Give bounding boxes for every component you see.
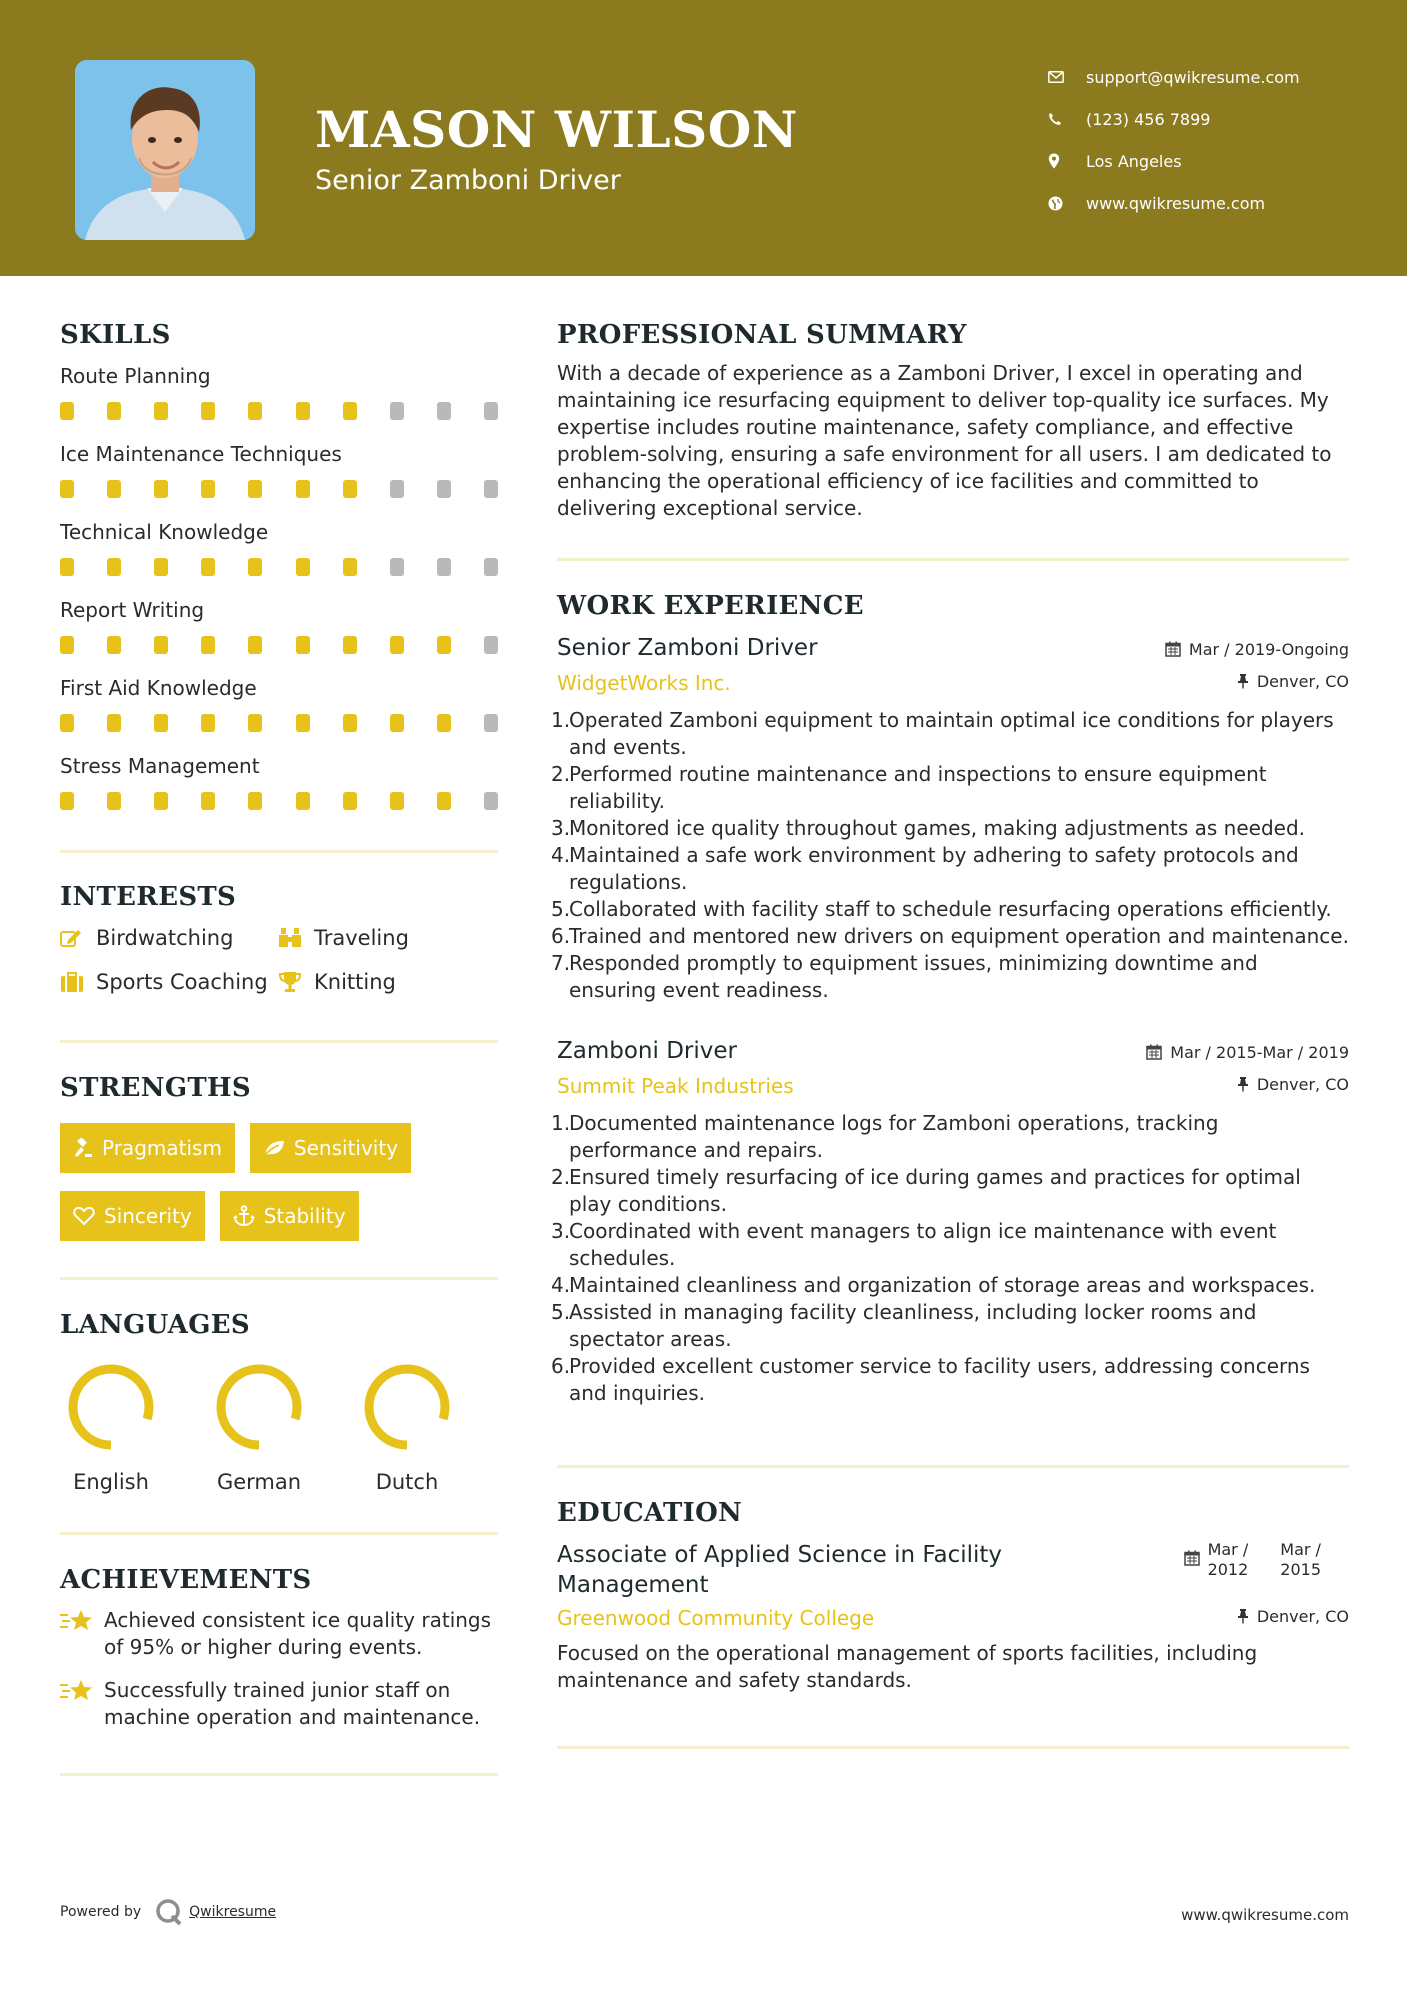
profile-photo (75, 60, 255, 240)
skill-name: Ice Maintenance Techniques (60, 442, 342, 466)
rating-dot-filled (154, 480, 168, 498)
rating-dot-empty (484, 636, 498, 654)
rating-dot-filled (60, 636, 74, 654)
rating-dot-filled (201, 480, 215, 498)
contact-website[interactable] (1048, 182, 1300, 224)
language-label: Dutch (375, 1470, 439, 1494)
rating-dot-filled (296, 558, 310, 576)
globe-icon (1048, 196, 1078, 211)
rating-dot-filled (437, 792, 451, 810)
bullet-text: Trained and mentored new drivers on equipment operation and maintenance. (569, 924, 1349, 948)
section-divider (557, 558, 1349, 561)
summary-section (557, 320, 1349, 522)
rating-dot-filled (154, 402, 168, 420)
pushpin-icon (1237, 673, 1249, 689)
pushpin-icon (1237, 1076, 1249, 1092)
education-end-year: 2015 (1280, 1560, 1321, 1579)
interest-item (60, 970, 278, 994)
interests-heading: INTERESTS (60, 882, 237, 912)
bullet-text: Monitored ice quality throughout games, making adjustments as needed. (569, 816, 1306, 840)
bullet-text: Documented maintenance logs for Zamboni operations, tracking performance and repairs. (569, 1111, 1219, 1162)
gavel-icon (73, 1138, 93, 1158)
strength-badge (60, 1191, 205, 1241)
language-gauge-arc (73, 1369, 149, 1445)
languages-heading: LANGUAGES (60, 1310, 250, 1340)
rating-dot-filled (154, 558, 168, 576)
achievements-heading: ACHIEVEMENTS (60, 1565, 312, 1595)
rating-dot-empty (437, 480, 451, 498)
rating-dot-empty (484, 792, 498, 810)
skill-item (60, 754, 498, 810)
rating-dot-filled (296, 480, 310, 498)
skill-item (60, 442, 498, 498)
language-gauge-arc (221, 1369, 297, 1445)
rating-dot-filled (107, 402, 121, 420)
rating-dot-filled (296, 636, 310, 654)
rating-dot-filled (107, 480, 121, 498)
bullet-number: 6. (551, 924, 571, 948)
job-bullet (551, 1299, 1349, 1353)
job-header (557, 635, 1349, 695)
calendar-icon (1146, 1044, 1162, 1060)
pencil-square-icon (60, 928, 96, 948)
rating-dot-empty (390, 558, 404, 576)
calendar-icon (1184, 1550, 1200, 1566)
rating-dot-filled (201, 714, 215, 732)
job-bullet (551, 950, 1349, 1004)
rating-dot-empty (437, 402, 451, 420)
strength-label: Sensitivity (293, 1136, 399, 1160)
job-bullet (551, 1110, 1349, 1164)
interests-list (60, 926, 498, 994)
qwikresume-logo-icon (155, 1898, 183, 1926)
summary-heading: PROFESSIONAL SUMMARY (557, 320, 967, 350)
skill-item (60, 598, 498, 654)
section-divider (557, 1746, 1349, 1749)
bullet-text: Ensured timely resurfacing of ice during games and practices for optimal play conditions. (569, 1165, 1301, 1216)
briefcase-icon (60, 971, 96, 993)
rating-dot-filled (248, 792, 262, 810)
rating-dot-filled (296, 714, 310, 732)
bullet-number: 1. (551, 1111, 571, 1135)
languages-section (60, 1310, 498, 1494)
job-bullet (551, 896, 1349, 923)
rating-dot-filled (154, 792, 168, 810)
rating-dot-filled (437, 714, 451, 732)
rating-dot-filled (248, 480, 262, 498)
right-column (551, 320, 1349, 1749)
bullet-text: Coordinated with event managers to align ice maintenance with event schedules. (569, 1219, 1277, 1270)
language-gauge (214, 1362, 304, 1452)
rating-dot-filled (343, 402, 357, 420)
interest-label: Knitting (314, 970, 396, 994)
strength-label: Stability (263, 1204, 346, 1228)
rating-dot-empty (484, 558, 498, 576)
rating-dot-filled (107, 558, 121, 576)
phone-icon (1048, 112, 1078, 126)
job-dates-text: Mar / 2019-Ongoing (1188, 639, 1349, 659)
rating-dot-filled (60, 558, 74, 576)
bullet-text: Maintained cleanliness and organization of storage areas and workspaces. (569, 1273, 1316, 1297)
skill-name: First Aid Knowledge (60, 676, 257, 700)
skill-name: Technical Knowledge (60, 520, 269, 544)
strengths-heading: STRENGTHS (60, 1073, 251, 1103)
bullet-number: 6. (551, 1354, 571, 1378)
bullet-number: 7. (551, 951, 571, 975)
language-gauge-arc (369, 1369, 445, 1445)
rating-dot-filled (343, 558, 357, 576)
education-location (1237, 1606, 1349, 1626)
achievement-text: Successfully trained junior staff on machine operation and maintenance. (104, 1678, 481, 1729)
job-location-text: Denver, CO (1256, 1074, 1349, 1094)
heart-icon (73, 1206, 95, 1226)
job-entry (551, 1038, 1349, 1407)
education-section (557, 1498, 1349, 1694)
language-label: German (216, 1470, 302, 1494)
job-entry (551, 635, 1349, 1004)
bullet-number: 3. (551, 1219, 571, 1243)
interests-section (60, 882, 498, 994)
bullet-text: Maintained a safe work environment by adhering to safety protocols and regulations. (569, 843, 1299, 894)
bullet-text: Operated Zamboni equipment to maintain optimal ice conditions for players and events. (569, 708, 1334, 759)
rating-dot-filled (201, 792, 215, 810)
job-meta (1165, 639, 1349, 691)
achievement-item (60, 1677, 498, 1731)
job-dates-text: Mar / 2015-Mar / 2019 (1170, 1042, 1349, 1062)
job-bullet (551, 761, 1349, 815)
education-degree: Associate of Applied Science in Facility Management (557, 1542, 1003, 1598)
summary-text: With a decade of experience as a Zamboni Driver, I excel in operating and maintaining ice resurfacing equipment to deliver top-quality ice surfaces. My expertise includes routine maintenance, safety compliance, and effective problem-solving, ensuring a safe environment for all users. I am dedicated to enhancing the operational efficiency of ice facilities and committed to delivering exceptional service. (557, 361, 1332, 520)
job-company: WidgetWorks Inc. (557, 671, 731, 695)
contact-location (1048, 140, 1300, 182)
contact-list (1048, 56, 1300, 224)
bullet-number: 3. (551, 816, 571, 840)
skill-rating (60, 402, 498, 420)
experience-section (551, 591, 1349, 1407)
skill-item (60, 520, 498, 576)
job-title: Zamboni Driver (557, 1038, 737, 1064)
job-location (1146, 1074, 1349, 1094)
education-end-month: Mar / (1280, 1540, 1321, 1559)
binoculars-icon (278, 927, 314, 949)
education-location-text: Denver, CO (1256, 1606, 1349, 1626)
rating-dot-filled (107, 792, 121, 810)
bullet-text: Assisted in managing facility cleanliness, including locker rooms and spectator areas. (569, 1300, 1257, 1351)
job-bullet (551, 1353, 1349, 1407)
achievements-list (60, 1607, 498, 1731)
contact-phone[interactable] (1048, 98, 1300, 140)
job-bullet (551, 1272, 1349, 1299)
interest-item (60, 926, 278, 950)
skill-name: Report Writing (60, 598, 205, 622)
skill-item (60, 676, 498, 732)
skill-name: Route Planning (60, 364, 211, 388)
education-subheader (557, 1606, 1349, 1630)
rating-dot-empty (437, 558, 451, 576)
rating-dot-filled (60, 402, 74, 420)
skill-name: Stress Management (60, 754, 260, 778)
strength-label: Pragmatism (102, 1136, 222, 1160)
footer-website[interactable]: www.qwikresume.com (1181, 1906, 1349, 1924)
rating-dot-filled (154, 636, 168, 654)
job-company: Summit Peak Industries (557, 1074, 794, 1098)
bullet-number: 5. (551, 1300, 571, 1324)
job-bullets (551, 707, 1349, 1004)
education-heading: EDUCATION (557, 1498, 743, 1528)
rating-dot-filled (390, 714, 404, 732)
skills-section (60, 320, 498, 810)
rating-dot-filled (437, 636, 451, 654)
language-gauge (66, 1362, 156, 1452)
pushpin-icon (1237, 1608, 1249, 1624)
achievement-item (60, 1607, 498, 1661)
section-divider (557, 1465, 1349, 1468)
education-dates (1184, 1540, 1321, 1580)
education-start (1208, 1540, 1249, 1580)
envelope-icon (1048, 71, 1078, 83)
anchor-icon (233, 1205, 255, 1227)
shooting-star-icon (60, 1607, 104, 1637)
bullet-number: 4. (551, 1273, 571, 1297)
trophy-icon (278, 971, 314, 993)
skills-heading: SKILLS (60, 320, 171, 350)
rating-dot-empty (390, 402, 404, 420)
rating-dot-empty (484, 714, 498, 732)
skill-rating (60, 792, 498, 810)
bullet-number: 2. (551, 762, 571, 786)
rating-dot-filled (154, 714, 168, 732)
section-divider (60, 1773, 498, 1776)
rating-dot-filled (201, 558, 215, 576)
skill-item (60, 364, 498, 420)
rating-dot-filled (296, 792, 310, 810)
education-header (557, 1540, 1349, 1600)
calendar-icon (1165, 641, 1181, 657)
interest-label: Birdwatching (96, 926, 234, 950)
rating-dot-empty (484, 480, 498, 498)
contact-email-text: support@qwikresume.com (1086, 67, 1300, 87)
qwikresume-link[interactable]: Qwikresume (189, 1904, 277, 1920)
bullet-number: 5. (551, 897, 571, 921)
achievement-text: Achieved consistent ice quality ratings of 95% or higher during events. (104, 1608, 492, 1659)
left-column (60, 320, 498, 1776)
rating-dot-filled (60, 714, 74, 732)
rating-dot-filled (248, 558, 262, 576)
candidate-title: Senior Zamboni Driver (315, 165, 621, 196)
rating-dot-filled (201, 402, 215, 420)
rating-dot-filled (343, 480, 357, 498)
rating-dot-filled (390, 636, 404, 654)
strengths-section (60, 1073, 498, 1241)
job-bullet (551, 1218, 1349, 1272)
bullet-text: Collaborated with facility staff to schedule resurfacing operations efficiently. (569, 897, 1332, 921)
section-divider (60, 1040, 498, 1043)
bullet-number: 2. (551, 1165, 571, 1189)
contact-email[interactable] (1048, 56, 1300, 98)
bullet-text: Provided excellent customer service to facility users, addressing concerns and inquiries. (569, 1354, 1310, 1405)
education-start-year: 2012 (1207, 1560, 1249, 1579)
section-divider (60, 1532, 498, 1535)
footer-powered-by (60, 1898, 276, 1926)
job-bullet (551, 842, 1349, 896)
resume-header (0, 0, 1407, 276)
rating-dot-empty (390, 480, 404, 498)
skill-rating (60, 480, 498, 498)
education-description: Focused on the operational management of sports facilities, including maintenance and safety standards. (557, 1641, 1258, 1692)
section-divider (60, 850, 498, 853)
bullet-text: Performed routine maintenance and inspections to ensure equipment reliability. (569, 762, 1267, 813)
rating-dot-filled (107, 636, 121, 654)
education-start-month: Mar / (1207, 1540, 1249, 1559)
strength-badge (220, 1191, 359, 1241)
rating-dot-filled (201, 636, 215, 654)
candidate-name: MASON WILSON (315, 100, 798, 159)
languages-list (66, 1362, 498, 1494)
language-item (66, 1362, 156, 1494)
rating-dot-filled (390, 792, 404, 810)
rating-dot-filled (107, 714, 121, 732)
education-school: Greenwood Community College (557, 1606, 875, 1630)
rating-dot-filled (248, 402, 262, 420)
strength-label: Sincerity (104, 1204, 192, 1228)
strength-badge (60, 1123, 235, 1173)
language-item (214, 1362, 304, 1494)
contact-website-text: www.qwikresume.com (1086, 193, 1266, 213)
skill-rating (60, 714, 498, 732)
leaf-icon (263, 1139, 285, 1157)
job-dates (1165, 639, 1349, 659)
interest-label: Traveling (314, 926, 409, 950)
job-location-text: Denver, CO (1256, 671, 1349, 691)
job-header (557, 1038, 1349, 1098)
map-pin-icon (1048, 153, 1078, 169)
job-bullet (551, 923, 1349, 950)
shooting-star-icon (60, 1677, 104, 1707)
rating-dot-filled (248, 636, 262, 654)
job-meta (1146, 1042, 1349, 1094)
language-item (362, 1362, 452, 1494)
contact-phone-text: (123) 456 7899 (1086, 109, 1211, 129)
interest-label: Sports Coaching (96, 970, 268, 994)
interest-item (278, 970, 498, 994)
rating-dot-filled (60, 480, 74, 498)
job-bullets (551, 1110, 1349, 1407)
experience-heading: WORK EXPERIENCE (557, 591, 864, 621)
interest-item (278, 926, 498, 950)
education-end (1280, 1540, 1321, 1580)
strengths-list (60, 1123, 498, 1241)
rating-dot-filled (248, 714, 262, 732)
job-bullet (551, 1164, 1349, 1218)
strength-badge (250, 1123, 411, 1173)
job-bullet (551, 815, 1349, 842)
job-dates (1146, 1042, 1349, 1062)
language-label: English (73, 1470, 149, 1494)
rating-dot-filled (343, 792, 357, 810)
skill-rating (60, 558, 498, 576)
rating-dot-filled (296, 402, 310, 420)
bullet-text: Responded promptly to equipment issues, minimizing downtime and ensuring event readiness. (569, 951, 1258, 1002)
rating-dot-filled (343, 714, 357, 732)
skill-rating (60, 636, 498, 654)
bullet-number: 1. (551, 708, 571, 732)
job-bullet (551, 707, 1349, 761)
rating-dot-filled (60, 792, 74, 810)
achievements-section (60, 1565, 498, 1731)
job-location (1165, 671, 1349, 691)
rating-dot-filled (343, 636, 357, 654)
language-gauge (362, 1362, 452, 1452)
rating-dot-empty (484, 402, 498, 420)
bullet-number: 4. (551, 843, 571, 867)
section-divider (60, 1277, 498, 1280)
powered-by-text: Powered by (60, 1904, 142, 1920)
skills-list (60, 364, 498, 810)
contact-location-text: Los Angeles (1086, 151, 1182, 171)
job-title: Senior Zamboni Driver (557, 635, 818, 661)
